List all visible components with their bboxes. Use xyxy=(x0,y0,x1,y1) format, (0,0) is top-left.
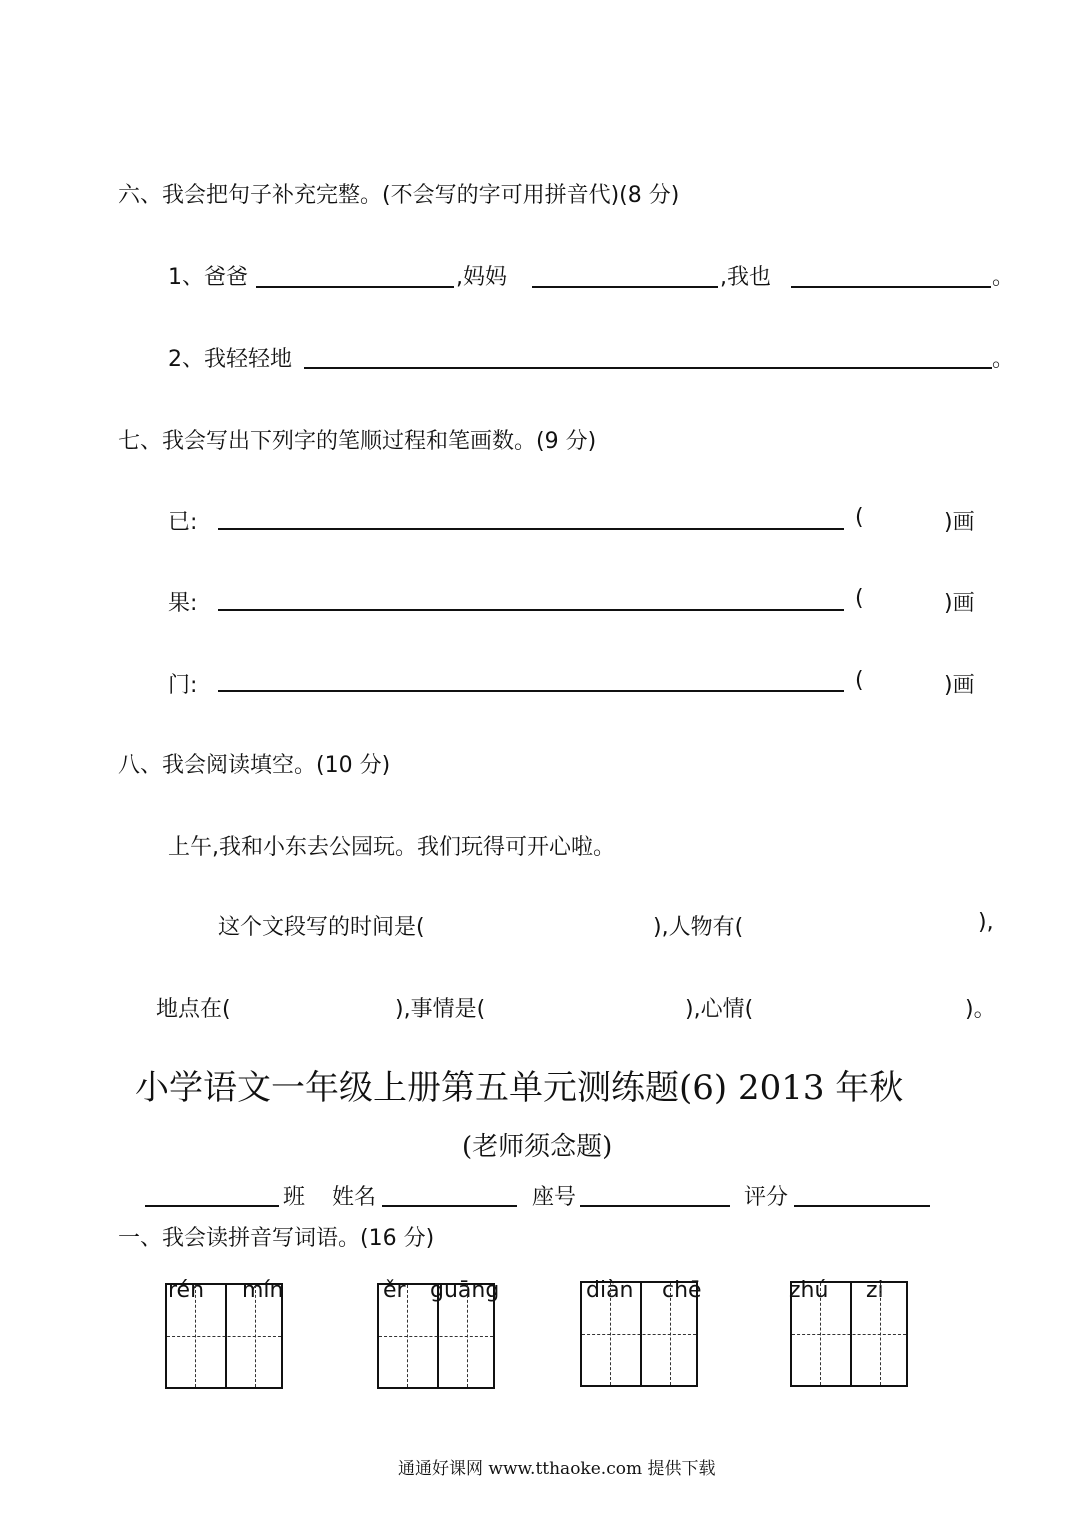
sentence-1-prefix: 1、爸爸 xyxy=(168,265,248,290)
class-label: 班 xyxy=(283,1185,306,1210)
reading-q-event: ),事情是( xyxy=(395,997,486,1022)
reading-q-mood: ),心情( xyxy=(685,997,754,1022)
section-6-title: 六、我会把句子补充完整。(不会写的字可用拼音代)(8 分) xyxy=(118,183,680,208)
score-blank[interactable] xyxy=(794,1205,930,1207)
sentence-1-end: 。 xyxy=(992,265,1015,290)
sentence-2-blank[interactable] xyxy=(304,367,992,369)
sentence-1-mid: ,妈妈 xyxy=(456,265,507,290)
section-8-title: 八、我会阅读填空。(10 分) xyxy=(118,753,391,778)
stroke-row-char: 果: xyxy=(168,591,198,616)
stroke-count-paren-open: ( xyxy=(855,668,864,693)
footer-source: 通通好课网 www.tthaoke.com 提供下载 xyxy=(398,1459,716,1479)
class-blank[interactable] xyxy=(145,1205,279,1207)
stroke-order-blank[interactable] xyxy=(218,609,844,611)
seat-blank[interactable] xyxy=(580,1205,730,1207)
reading-q-people: ),人物有( xyxy=(653,915,744,940)
writing-grid[interactable] xyxy=(377,1283,495,1389)
writing-grid[interactable] xyxy=(790,1281,908,1387)
sentence-1-blank-2[interactable] xyxy=(532,286,718,288)
section-7-title: 七、我会写出下列字的笔顺过程和笔画数。(9 分) xyxy=(118,429,597,454)
sentence-1-mid-2: ,我也 xyxy=(720,265,771,290)
reading-q-time: 这个文段写的时间是( xyxy=(218,915,425,940)
stroke-count-paren-close: )画 xyxy=(944,591,975,616)
stroke-count-paren-open: ( xyxy=(855,505,864,530)
reading-q-line2-end: )。 xyxy=(965,997,996,1022)
stroke-row-char: 门: xyxy=(168,673,198,698)
stroke-count-paren-close: )画 xyxy=(944,510,975,535)
reading-q-place: 地点在( xyxy=(156,997,231,1022)
stroke-count-paren-open: ( xyxy=(855,586,864,611)
sentence-2-end: 。 xyxy=(992,347,1015,372)
stroke-order-blank[interactable] xyxy=(218,690,844,692)
seat-label: 座号 xyxy=(532,1185,577,1210)
reading-q-line1-end: ), xyxy=(978,910,994,935)
stroke-order-blank[interactable] xyxy=(218,528,844,530)
stroke-row-char: 已: xyxy=(168,510,198,535)
sentence-1-blank-3[interactable] xyxy=(791,286,991,288)
sentence-2-prefix: 2、我轻轻地 xyxy=(168,347,292,372)
pinyin: chē xyxy=(662,1278,702,1303)
score-label: 评分 xyxy=(744,1185,789,1210)
pinyin: diàn xyxy=(586,1278,634,1303)
pinyin: ěr xyxy=(383,1278,406,1303)
stroke-count-paren-close: )画 xyxy=(944,673,975,698)
pinyin: zhú xyxy=(789,1278,829,1303)
pinyin: rén xyxy=(168,1278,205,1303)
section-1-title: 一、我会读拼音写词语。(16 分) xyxy=(118,1226,435,1251)
pinyin: guāng xyxy=(430,1278,500,1303)
writing-grid[interactable] xyxy=(580,1281,698,1387)
name-blank[interactable] xyxy=(382,1205,517,1207)
pinyin: zi xyxy=(866,1278,884,1303)
reading-passage: 上午,我和小东去公园玩。我们玩得可开心啦。 xyxy=(168,835,615,860)
name-label: 姓名 xyxy=(332,1185,377,1210)
pinyin: mín xyxy=(242,1278,284,1303)
writing-grid[interactable] xyxy=(165,1283,283,1389)
sentence-1-blank-1[interactable] xyxy=(256,286,454,288)
test-subtitle: (老师须念题) xyxy=(462,1132,613,1162)
test-title: 小学语文一年级上册第五单元测练题(6) 2013 年秋 xyxy=(135,1068,904,1108)
